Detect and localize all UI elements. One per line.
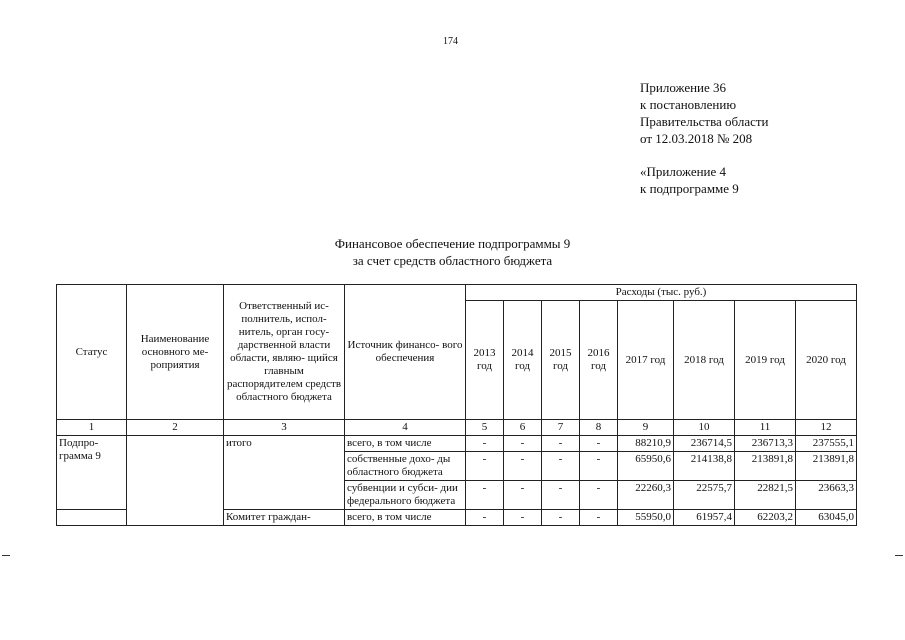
row-value: 55950,0 — [618, 510, 674, 526]
row-value: 22260,3 — [618, 481, 674, 510]
row-value: - — [542, 452, 580, 481]
column-number: 12 — [796, 420, 857, 436]
page-number: 174 — [443, 36, 458, 47]
column-number: 4 — [345, 420, 466, 436]
financing-table — [56, 284, 857, 526]
title-line: Финансовое обеспечение подпрограммы 9 — [334, 236, 571, 251]
row-value: - — [542, 510, 580, 526]
header-status: Статус — [57, 285, 127, 420]
column-number: 10 — [674, 420, 735, 436]
header-year: 2020 год — [796, 301, 857, 420]
row-value: - — [580, 481, 618, 510]
appendix-block — [640, 79, 769, 197]
column-number: 11 — [735, 420, 796, 436]
column-number: 6 — [504, 420, 542, 436]
row-status: Подпро- грамма 9 — [57, 436, 127, 510]
header-year: 2018 год — [674, 301, 735, 420]
row-value: 63045,0 — [796, 510, 857, 526]
header-year: 2013 год — [466, 301, 504, 420]
column-number: 1 — [57, 420, 127, 436]
crop-mark — [2, 555, 10, 556]
row-name — [127, 436, 224, 526]
column-number: 2 — [127, 420, 224, 436]
appendix-line: к подпрограмме 9 — [640, 181, 739, 196]
row-value: 236713,3 — [735, 436, 796, 452]
header-year: 2015 год — [542, 301, 580, 420]
row-value: - — [580, 510, 618, 526]
row-value: - — [504, 481, 542, 510]
row-value: - — [504, 510, 542, 526]
row-value: - — [466, 452, 504, 481]
header-executor: Ответственный ис- полнитель, испол- нитель, орган госу- дарственной власти области, являю- щийся главным распорядителем средств областного бюджета — [224, 285, 345, 420]
document-title — [0, 235, 905, 269]
header-source: Источник финансо- вого обеспечения — [345, 285, 466, 420]
row-value: - — [466, 510, 504, 526]
appendix-line: Правительства области — [640, 114, 769, 129]
row-status — [57, 510, 127, 526]
appendix-line: к постановлению — [640, 97, 737, 112]
column-number: 3 — [224, 420, 345, 436]
appendix-line: Приложение 36 — [640, 80, 727, 95]
row-value: 23663,3 — [796, 481, 857, 510]
header-year: 2019 год — [735, 301, 796, 420]
page-crop — [0, 557, 905, 640]
header-year: 2016 год — [580, 301, 618, 420]
header-name: Наименование основного ме- роприятия — [127, 285, 224, 420]
row-value: 22821,5 — [735, 481, 796, 510]
row-value: - — [504, 436, 542, 452]
header-year: 2014 год — [504, 301, 542, 420]
column-number-row — [57, 420, 857, 436]
appendix-line: от 12.03.2018 № 208 — [640, 131, 753, 146]
row-value: 213891,8 — [735, 452, 796, 481]
header-row-expenses — [57, 285, 857, 301]
row-value: 61957,4 — [674, 510, 735, 526]
row-value: 88210,9 — [618, 436, 674, 452]
column-number: 5 — [466, 420, 504, 436]
header-expenses: Расходы (тыс. руб.) — [466, 285, 857, 301]
row-value: 236714,5 — [674, 436, 735, 452]
title-line: за счет средств областного бюджета — [352, 253, 553, 268]
row-source: субвенции и субси- дии федерального бюджета — [345, 481, 466, 510]
row-value: - — [580, 436, 618, 452]
row-value: 65950,6 — [618, 452, 674, 481]
row-value: 214138,8 — [674, 452, 735, 481]
row-value: 213891,8 — [796, 452, 857, 481]
column-number: 8 — [580, 420, 618, 436]
table-row — [57, 436, 857, 452]
row-executor: итого — [224, 436, 345, 510]
row-source: всего, в том числе — [345, 436, 466, 452]
row-value: - — [466, 436, 504, 452]
row-value: - — [580, 452, 618, 481]
appendix-line: «Приложение 4 — [640, 164, 727, 179]
row-value: 62203,2 — [735, 510, 796, 526]
column-number: 7 — [542, 420, 580, 436]
header-year: 2017 год — [618, 301, 674, 420]
row-value: 237555,1 — [796, 436, 857, 452]
row-source: собственные дохо- ды областного бюджета — [345, 452, 466, 481]
row-source: всего, в том числе — [345, 510, 466, 526]
row-value: - — [542, 481, 580, 510]
row-value: - — [504, 452, 542, 481]
row-executor: Комитет граждан- — [224, 510, 345, 526]
row-value: 22575,7 — [674, 481, 735, 510]
row-value: - — [466, 481, 504, 510]
column-number: 9 — [618, 420, 674, 436]
row-value: - — [542, 436, 580, 452]
crop-mark — [895, 555, 903, 556]
spacer — [640, 147, 769, 163]
